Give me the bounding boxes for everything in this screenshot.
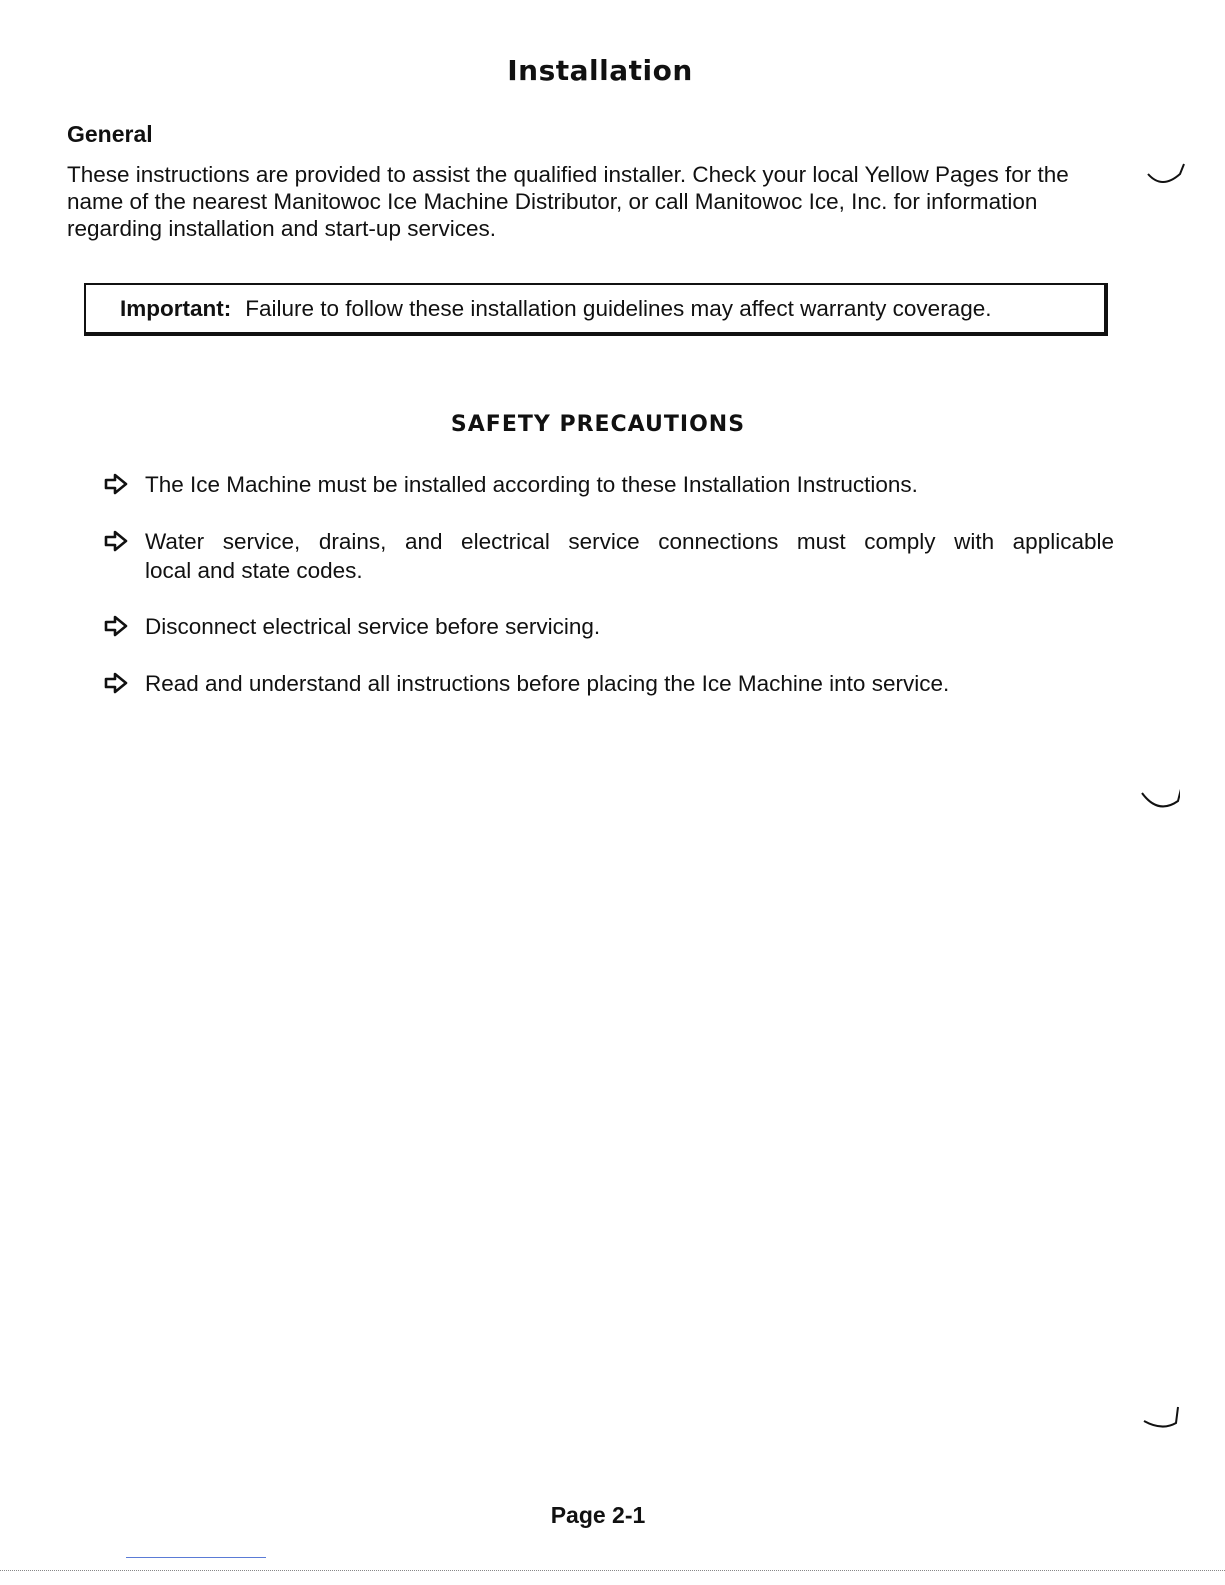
binder-hole-mark: [1140, 785, 1180, 813]
scan-edge-dotted: [0, 1570, 1225, 1571]
safety-item: [104, 527, 1114, 585]
safety-item-text: Read and understand all instructions before placing the Ice Machine into service.: [145, 671, 950, 696]
safety-heading: SAFETY PRECAUTIONS: [450, 412, 746, 437]
important-text: Failure to follow these installation guidelines may affect warranty coverage.: [245, 295, 992, 321]
arrow-right-icon: [104, 672, 128, 694]
important-notice-box: [84, 283, 1108, 336]
intro-paragraph: [67, 161, 1142, 242]
safety-item: [104, 669, 1114, 698]
safety-item: [104, 612, 1114, 641]
safety-item-text: The Ice Machine must be installed according to these Installation Instructions.: [145, 472, 918, 497]
arrow-right-icon: [104, 615, 128, 637]
page-title: Installation: [507, 54, 693, 87]
important-label: Important:: [120, 295, 232, 321]
arrow-right-icon: [104, 473, 128, 495]
safety-item: [104, 470, 1114, 499]
binder-hole-mark: [1146, 160, 1186, 188]
arrow-right-icon: [104, 530, 128, 552]
intro-line: name of the nearest Manitowoc Ice Machine Distributor, or call Manitowoc Ice, Inc. for information: [67, 189, 1038, 214]
safety-item-text: Disconnect electrical service before servicing.: [145, 614, 601, 639]
section-heading-general: General: [67, 121, 153, 147]
safety-item-text: [145, 527, 1114, 585]
binder-hole-mark: [1140, 1405, 1180, 1433]
intro-line: regarding installation and start-up services.: [67, 216, 496, 241]
scan-edge-line: [126, 1557, 266, 1558]
safety-item-line: Water service, drains, and electrical service connections must comply with applicable: [145, 529, 1114, 554]
page-number: Page 2-1: [550, 1502, 646, 1528]
intro-line: These instructions are provided to assist the qualified installer. Check your local Yellow Pages for the: [67, 162, 1069, 187]
safety-item-line: local and state codes.: [145, 558, 363, 583]
